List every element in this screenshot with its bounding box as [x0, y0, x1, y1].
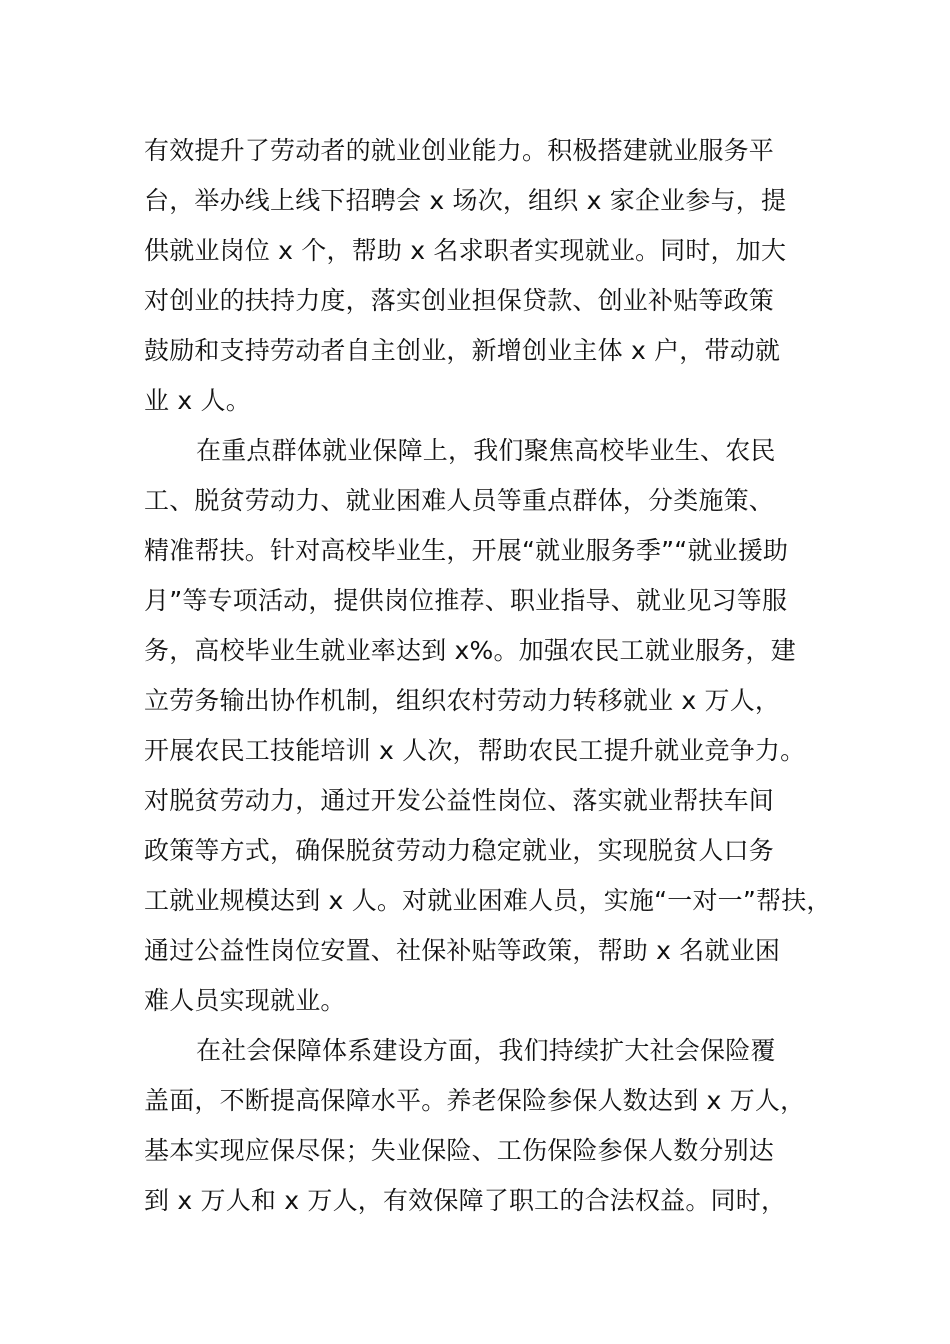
- text-line: 开展农民工技能培训 x 人次，帮助农民工提升就业竞争力。: [144, 736, 806, 765]
- paragraph-employment-services: [144, 126, 844, 426]
- text-line: 务，高校毕业生就业率达到 x%。加强农民工就业服务，建: [144, 636, 796, 665]
- text-line: 工、脱贫劳动力、就业困难人员等重点群体，分类施策、: [144, 486, 775, 515]
- paragraph-key-groups: [144, 426, 844, 1026]
- text-line: 盖面，不断提高保障水平。养老保险参保人数达到 x 万人，: [144, 1086, 806, 1115]
- text-line: 立劳务输出协作机制，组织农村劳动力转移就业 x 万人，: [144, 686, 781, 715]
- text-line: 在重点群体就业保障上，我们聚焦高校毕业生、农民: [196, 436, 776, 465]
- text-line: 鼓励和支持劳动者自主创业，新增创业主体 x 户，带动就: [144, 336, 781, 365]
- text-line: 到 x 万人和 x 万人，有效保障了职工的合法权益。同时，: [144, 1186, 787, 1215]
- text-line: 台，举办线上线下招聘会 x 场次，组织 x 家企业参与，提: [144, 186, 787, 215]
- text-line: 通过公益性岗位安置、社保补贴等政策，帮助 x 名就业困: [144, 936, 781, 965]
- text-line: 月”等专项活动，提供岗位推荐、职业指导、就业见习等服: [144, 586, 788, 615]
- text-line: 供就业岗位 x 个，帮助 x 名求职者实现就业。同时，加大: [144, 236, 787, 265]
- document-body: [144, 126, 844, 1226]
- text-line: 精准帮扶。针对高校毕业生，开展“就业服务季”“就业援助: [144, 536, 789, 565]
- text-line: 在社会保障体系建设方面，我们持续扩大社会保险覆: [196, 1036, 776, 1065]
- text-line: 业 x 人。: [144, 386, 251, 415]
- text-line: 基本实现应保尽保；失业保险、工伤保险参保人数分别达: [144, 1136, 775, 1165]
- text-line: 有效提升了劳动者的就业创业能力。积极搭建就业服务平: [144, 136, 775, 165]
- text-line: 对脱贫劳动力，通过开发公益性岗位、落实就业帮扶车间: [144, 786, 775, 815]
- text-line: 政策等方式，确保脱贫劳动力稳定就业，实现脱贫人口务: [144, 836, 775, 865]
- text-line: 对创业的扶持力度，落实创业担保贷款、创业补贴等政策: [144, 286, 775, 315]
- text-line: 难人员实现就业。: [144, 986, 346, 1015]
- text-line: 工就业规模达到 x 人。对就业困难人员，实施“一对一”帮扶，: [144, 886, 832, 915]
- paragraph-social-security: [144, 1026, 844, 1226]
